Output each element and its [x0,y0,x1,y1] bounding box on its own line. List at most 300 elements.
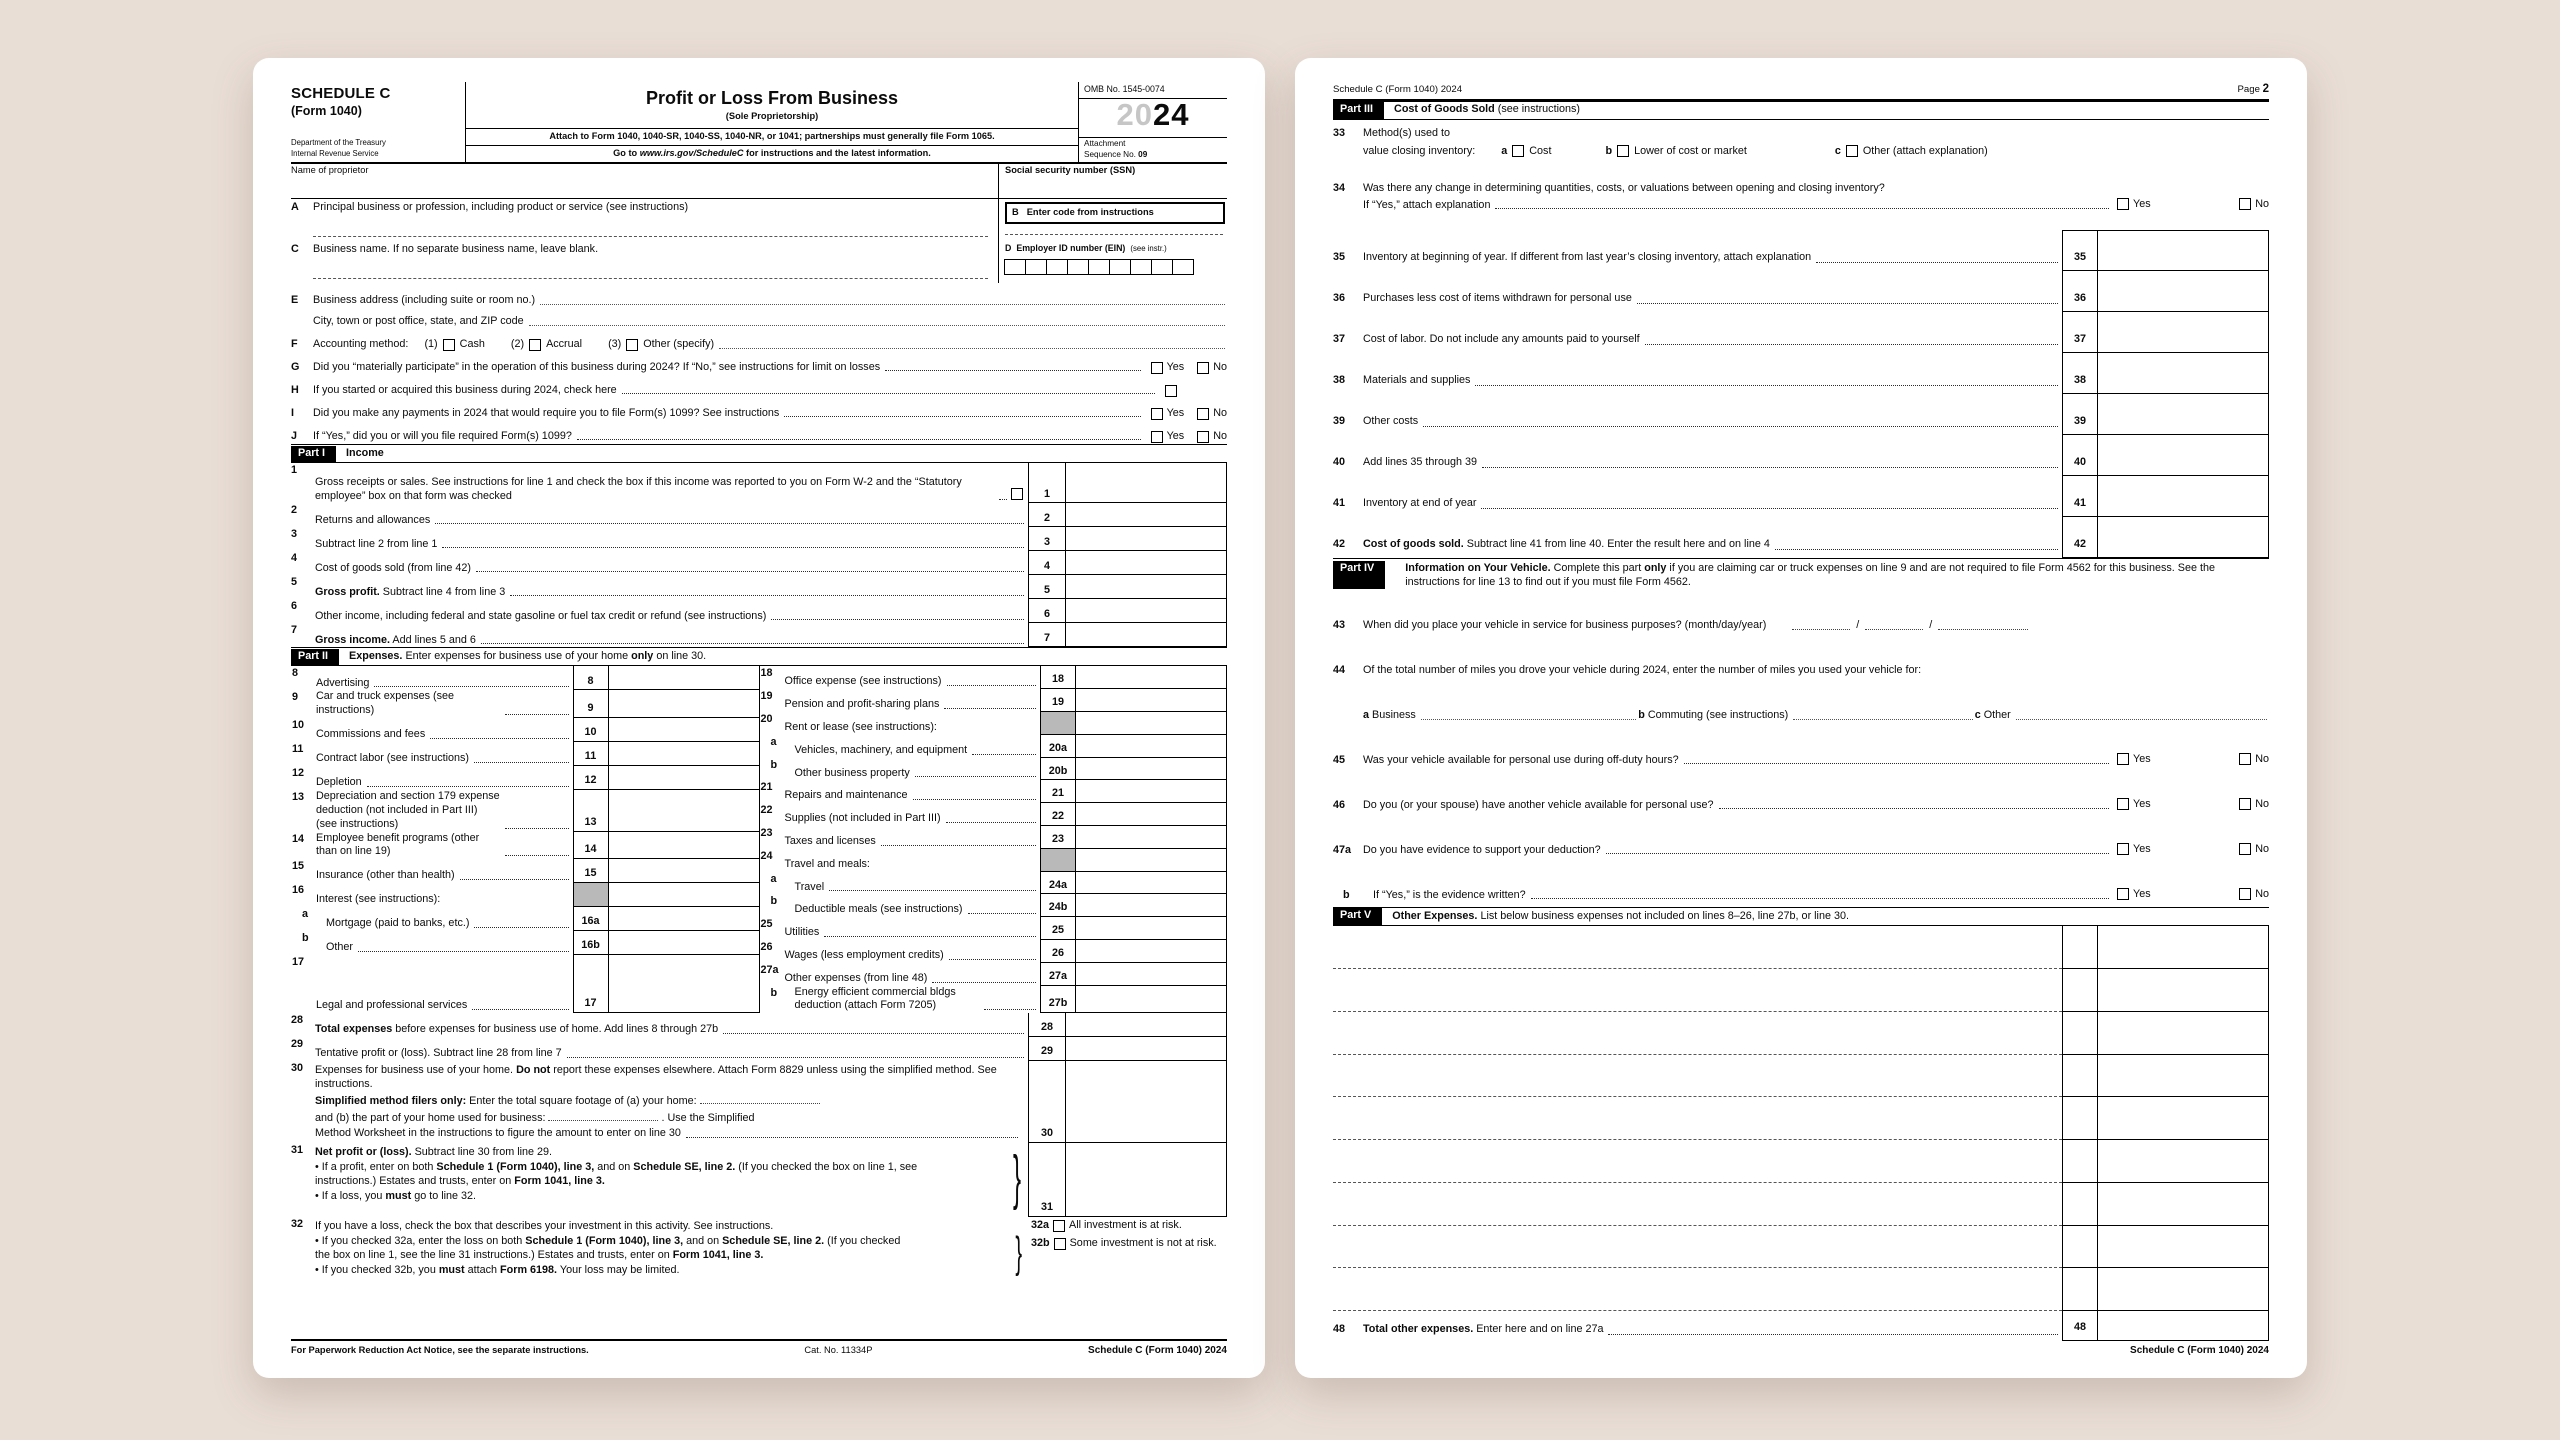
expense-amount-field-3[interactable] [2098,1012,2269,1055]
32b-label: Some investment is not at risk. [1069,1237,1217,1250]
line-29-label: Tentative profit or (loss). Subtract line 28 from line 7 [315,1047,562,1060]
line-24b-row: b Deductible meals (see instructions) 24b [760,894,1228,917]
line-h-text: If you started or acquired this business during 2024, check here [313,383,617,396]
47a-yes-checkbox[interactable] [2117,843,2129,855]
34-no-label: No [2255,197,2269,210]
line-46-row: 46 Do you (or your spouse) have another vehicle available for personal use? Yes No [1333,797,2269,811]
34-yes-label: Yes [2133,197,2151,210]
dot-leader [1719,808,2109,809]
dot-leader [949,959,1036,960]
other-expense-row-5 [1333,1097,2269,1140]
line-1-label: Gross receipts or sales. See instructions for line 1 and check the box if this income was reported to you on Form W-2 and the “Statutory employee” box on that form was checked [315,475,962,502]
line-7-amount-field[interactable] [1066,623,1227,647]
line-24a-label: Travel [794,880,825,893]
line-5-row: 5 Gross profit. Subtract line 4 from line 3 5 [291,575,1227,599]
dot-leader [885,370,1140,371]
j-yes-label: Yes [1166,429,1185,442]
accounting-method-label: Accounting method: [313,337,409,350]
33a-cost-checkbox[interactable] [1512,145,1524,157]
line-1-row [291,463,1227,503]
home-square-footage-field[interactable] [700,1093,820,1104]
line-number: 7 [291,624,298,637]
line-45-question: Was your vehicle available for personal use during off-duty hours? [1363,753,1679,766]
line-i-row [291,398,1227,421]
city-state-zip-field[interactable] [529,325,1225,326]
ein-digit-boxes[interactable] [1005,259,1227,275]
32b-not-at-risk-checkbox[interactable] [1054,1238,1066,1250]
dot-leader [505,855,569,856]
part-5-header: Part V Other Expenses. List below business expenses not included on lines 8–26, line 27b, or line 30. [1333,907,2269,926]
dot-leader [442,547,1024,548]
attachment-sequence: Attachment Sequence No. 09 [1079,137,1227,162]
expense-description-field-9[interactable] [1333,1268,2062,1311]
line-48-amount-field[interactable] [2098,1311,2269,1341]
line-16-label: Interest (see instructions): [316,893,441,906]
47a-no-checkbox[interactable] [2239,843,2251,855]
line-2-amount-field[interactable] [1066,503,1227,527]
line-f-row: F Accounting method: (1) Cash (2) Accrual (3) Other (specify) [291,329,1227,352]
line-26-row: 26 Wages (less employment credits) 26 [760,940,1228,963]
line-box: 19 [1040,689,1076,712]
ssn-field[interactable] [998,164,1227,198]
expenses-columns [291,666,1227,1013]
line-41-label: Inventory at end of year [1363,496,1477,509]
brace-glyph: } [1012,1145,1021,1213]
dot-leader [374,686,568,687]
f-cash-checkbox[interactable] [443,339,455,351]
line-22-row: 22 Supplies (not included in Part III) 22 [760,803,1228,826]
other-expense-row-7 [1333,1183,2269,1226]
line-5-amount-field[interactable] [1066,575,1227,599]
line-24a-row: a Travel 24a [760,872,1228,895]
line-24-label: Travel and meals: [784,857,870,870]
expense-description-field-8[interactable] [1333,1226,2062,1269]
line-23-row: 23 Taxes and licenses 23 [760,826,1228,849]
line-box: 8 [573,666,609,690]
line-letter: C [291,243,299,256]
line-17-label: Legal and professional services [316,999,468,1012]
line-24a-amount-field[interactable] [1076,872,1227,895]
line-47a-question: Do you have evidence to support your deduction? [1363,843,1601,856]
line-box: 16b [573,931,609,955]
line-33-label: Method(s) used to [1363,126,1451,139]
form-header [291,82,1227,164]
line-31-amount-field[interactable] [1066,1143,1227,1217]
line-16b-amount-field[interactable] [609,931,759,955]
line-14-amount-field[interactable] [609,832,759,860]
line-40-row: 40 Add lines 35 through 39 40 [1333,435,2269,476]
line-letter: E [291,293,299,306]
line-20-label: Rent or lease (see instructions): [784,721,937,734]
other-expense-row-1 [1333,926,2269,969]
line-box: 4 [1028,551,1066,575]
44b-commuting-miles-field[interactable] [1793,719,1972,720]
dot-leader [784,416,1140,417]
line-16a-amount-field[interactable] [609,907,759,931]
line-27a-label: Other expenses (from line 48) [784,971,928,984]
line-box: 26 [1040,940,1076,963]
line-b-code-box[interactable] [1005,202,1225,224]
part-2-title: Expenses. [349,650,403,663]
irs-url: www.irs.gov/ScheduleC [639,147,744,158]
dot-leader [984,1009,1037,1010]
line-39-row: 39 Other costs 39 [1333,394,2269,435]
line-letter: H [291,383,299,396]
line-number: 3 [291,528,298,541]
part-4-header [1333,558,2269,593]
line-box: 36 [2062,271,2098,312]
expense-amount-field-8[interactable] [2098,1226,2269,1269]
44c-other-miles-field[interactable] [2016,719,2267,720]
line-box: 10 [573,718,609,742]
line-22-amount-field[interactable] [1076,803,1227,826]
line-box: 20b [1040,758,1076,781]
part-2-label: Part II [291,649,339,666]
dot-leader [577,439,1141,440]
part-1-header [291,444,1227,463]
line-39-label: Other costs [1363,414,1419,427]
vehicle-service-year-field[interactable] [1938,619,2028,630]
h-check-here-checkbox[interactable] [1165,385,1177,397]
i-yes-label: Yes [1166,406,1185,419]
line-16b-row: b Other 16b [291,931,759,955]
page-number: 2 [2262,83,2269,95]
line-21-amount-field[interactable] [1076,780,1227,803]
33c-other-checkbox[interactable] [1846,145,1858,157]
dot-leader [474,927,568,928]
line-c-write-field[interactable] [313,259,988,279]
line-28-label: before expenses for business use of home. Add lines 8 through 27b [392,1023,719,1036]
dot-leader [1645,344,2058,345]
line-29-amount-field[interactable] [1066,1037,1227,1061]
34-no-checkbox[interactable] [2239,198,2251,210]
expense-description-field-6[interactable] [1333,1140,2062,1183]
34-yes-checkbox[interactable] [2117,198,2129,210]
47b-yes-checkbox[interactable] [2117,888,2129,900]
g-yes-label: Yes [1166,360,1185,373]
line-6-row [291,599,1227,623]
line-19-amount-field[interactable] [1076,689,1227,712]
dot-leader [567,1057,1024,1058]
line-letter: G [291,360,300,373]
line-box: 28 [1028,1013,1066,1037]
line-43-question: When did you place your vehicle in service for business purposes? (month/day/year) [1363,618,1767,631]
line-box: 37 [2062,312,2098,353]
line-11-row: 11 Contract labor (see instructions) 11 [291,742,759,766]
line-8-amount-field[interactable] [609,666,759,690]
line-32-text: If you have a loss, check the box that describes your investment in this activity. See instructions. [315,1219,774,1232]
dot-leader [430,738,568,739]
form-ref: Schedule C (Form 1040) 2024 [1333,84,1463,95]
line-31-text: Net profit or (loss). Subtract line 30 from line 29. [315,1145,553,1158]
vehicle-service-month-field[interactable] [1792,619,1850,630]
line-d-label: Employer ID number (EIN) [1016,243,1126,254]
32a-at-risk-checkbox[interactable] [1053,1220,1065,1232]
expense-amount-field-9[interactable] [2098,1268,2269,1311]
line-27a-row: 27a Other expenses (from line 48) 27a [760,963,1228,986]
line-10-amount-field[interactable] [609,718,759,742]
line-box: 21 [1040,780,1076,803]
line-box: 14 [573,832,609,860]
line-h-row [291,375,1227,398]
line-30-amount-field[interactable] [1066,1061,1227,1143]
department-line: Department of the Treasury [291,138,386,148]
line-31-row: 31 Net profit or (loss). Subtract line 30 from line 29. • If a profit, enter on both Schedule 1 (Form 1040), line 3, and on Schedule SE, line 2. (If you checked the box on line 1, see instructions.) Estates and trusts, enter on Form 1041, line 3. • If a loss, you must go to line 32. } 31 [291,1143,1227,1217]
dot-leader [829,890,1036,891]
dot-leader [474,762,568,763]
line-24b-amount-field[interactable] [1076,894,1227,917]
name-of-proprietor-field[interactable] [291,164,998,198]
line-20a-label: Vehicles, machinery, and equipment [794,743,968,756]
form-footer-title: Schedule C (Form 1040) 2024 [2130,1345,2269,1357]
business-address-field[interactable] [540,304,1225,305]
other-expense-row-9 [1333,1268,2269,1311]
line-16a-row: a Mortgage (paid to banks, etc.) 16a [291,907,759,931]
line-30-text: Expenses for business use of your home. Do not report these expenses elsewhere. Attach Form 8829 unless using the simplified method. See instructions. [315,1063,997,1090]
line-6-amount-field[interactable] [1066,599,1227,623]
part-3-label: Part III [1333,102,1384,119]
shaded-cell [1040,849,1076,872]
dot-leader [1606,853,2109,854]
33b-lower-cost-checkbox[interactable] [1617,145,1629,157]
line-37-amount-field[interactable] [2098,312,2269,353]
line-15-amount-field[interactable] [609,859,759,883]
line-16-amount-field [609,883,759,907]
f-other-specify-field[interactable] [719,348,1225,349]
line-12-amount-field[interactable] [609,766,759,790]
line-20b-amount-field[interactable] [1076,758,1227,781]
page-label: Page [2237,84,2263,95]
line-14-row: 14 Employee benefit programs (other than on line 19) 14 [291,832,759,860]
line-34-row: 34 Was there any change in determining quantities, costs, or valuations between opening and closing inventory? If “Yes,” attach explanation Yes No [1333,181,2269,211]
i-yes-checkbox[interactable] [1151,408,1163,420]
dot-leader [1531,898,2109,899]
line-1-amount-field[interactable] [1066,463,1227,503]
dot-leader [476,571,1024,572]
expense-description-field-3[interactable] [1333,1012,2062,1055]
dot-leader [481,643,1024,644]
line-23-label: Taxes and licenses [784,835,876,848]
omb-number: OMB No. 1545-0074 [1079,82,1227,99]
line-4-amount-field[interactable] [1066,551,1227,575]
line-11-amount-field[interactable] [609,742,759,766]
line-27a-amount-field[interactable] [1076,963,1227,986]
line-35-row: 35 Inventory at beginning of year. If different from last year’s closing inventory, attach explanation 35 [1333,230,2269,271]
line-box: 31 [1028,1143,1066,1217]
33a-label: Cost [1529,144,1552,157]
expense-amount-field-1[interactable] [2098,926,2269,969]
business-square-footage-field[interactable] [548,1110,658,1121]
line-5-label: Subtract line 4 from line 3 [379,585,506,598]
dot-leader [460,879,569,880]
line-box: 39 [2062,394,2098,435]
brace-glyph: } [1015,1230,1022,1279]
line-a-write-field[interactable] [313,217,988,237]
line-9-label: Car and truck expenses (see instructions) [316,690,455,717]
line-42-amount-field[interactable] [2098,517,2269,558]
line-21-row: 21 Repairs and maintenance 21 [760,780,1228,803]
line-32-row: 32 If you have a loss, check the box that describes your investment in this activity. See instructions. • If you checked 32a, enter the loss on both Schedule 1 (Form 1040), line 3, and on Schedule SE, line 2. (If you checked the box on line 1, see the line 31 instructions.) Estates and trusts, enter on Form 1041, line 3. • If you checked 32b, you must attach Form 6198. Your loss may be limited. } 32a All investment is at risk. 32b Some investment is not at risk. [291,1218,1217,1279]
i-no-checkbox[interactable] [1197,408,1209,420]
line-42-label: Subtract line 41 from line 40. Enter the result here and on line 4 [1463,537,1770,550]
dot-leader [723,1033,1024,1034]
expense-amount-field-7[interactable] [2098,1183,2269,1226]
line-letter: F [291,337,298,350]
line-24-row: 24 Travel and meals: [760,849,1228,872]
line-13-row: 13 Depreciation and section 179 expense deduction (not included in Part III) (see instructions) 13 [291,790,759,831]
line-box: 12 [573,766,609,790]
dot-leader [1495,208,2109,209]
line-43-row: 43 When did you place your vehicle in service for business purposes? (month/day/year) / / [1333,592,2269,637]
line-20b-row: b Other business property 20b [760,758,1228,781]
expense-description-field-4[interactable] [1333,1055,2062,1098]
line-12-row: 12 Depletion 12 [291,766,759,790]
expense-amount-field-6[interactable] [2098,1140,2269,1183]
j-no-checkbox[interactable] [1197,431,1209,443]
line-34-question: Was there any change in determining quantities, costs, or valuations between opening and closing inventory? [1363,181,1885,194]
expense-amount-field-2[interactable] [2098,969,2269,1012]
form-number: (Form 1040) [291,104,362,119]
dot-leader [358,951,568,952]
line-38-amount-field[interactable] [2098,353,2269,394]
f-accrual-checkbox[interactable] [529,339,541,351]
line-a-label: Principal business or profession, including product or service (see instructions) [313,201,689,214]
line-letter: D [1005,243,1012,254]
line-box: 16a [573,907,609,931]
j-yes-checkbox[interactable] [1151,431,1163,443]
line-36-row: 36 Purchases less cost of items withdrawn for personal use 36 [1333,271,2269,312]
line-box: 30 [1028,1061,1066,1143]
46-yes-checkbox[interactable] [2117,798,2129,810]
line-28-amount-field[interactable] [1066,1013,1227,1037]
line-3-amount-field[interactable] [1066,527,1227,551]
line-15-row: 15 Insurance (other than health) 15 [291,859,759,883]
line-18-amount-field[interactable] [1076,666,1227,689]
dot-leader [435,523,1024,524]
part-1-label: Part I [291,446,336,463]
line-42-row: 42 Cost of goods sold. Subtract line 41 from line 40. Enter the result here and on line 4 42 [1333,517,2269,558]
g-yes-checkbox[interactable] [1151,362,1163,374]
line-box: 40 [2062,435,2098,476]
line-box: 17 [573,955,609,1013]
line-36-amount-field[interactable] [2098,271,2269,312]
line-39-amount-field[interactable] [2098,394,2269,435]
line-31-bullet-profit: • If a profit, enter on both Schedule 1 (Form 1040), line 3, and on Schedule SE, line 2. (If you checked the box on line 1, see instructions.) Estates and trusts, enter on Form 1041, line 3. [315,1161,918,1187]
line-i-question: Did you make any payments in 2024 that would require you to file Form(s) 1099? See instructions [313,406,780,419]
line-letter: I [291,406,294,419]
line-box: 6 [1028,599,1066,623]
line-35-amount-field[interactable] [2098,230,2269,271]
46-no-checkbox[interactable] [2239,798,2251,810]
44a-business-miles-field[interactable] [1421,719,1636,720]
line-20b-label: Other business property [794,766,910,779]
line-45-row: 45 Was your vehicle available for personal use during off-duty hours? Yes No [1333,752,2269,766]
line-4-row [291,551,1227,575]
line-23-amount-field[interactable] [1076,826,1227,849]
line-44-sub-row: a Business b Commuting (see instructions) c Other [1333,682,2269,727]
line-17-amount-field[interactable] [609,955,759,1013]
47b-no-checkbox[interactable] [2239,888,2251,900]
line-box: 24b [1040,894,1076,917]
part-2-header: Part II Expenses. Enter expenses for business use of your home only on line 30. [291,647,1227,666]
line-26-amount-field[interactable] [1076,940,1227,963]
form-footer-title: Schedule C (Form 1040) 2024 [1088,1345,1227,1357]
line-box: 18 [1040,666,1076,689]
dot-leader [1637,303,2058,304]
line-20a-amount-field[interactable] [1076,735,1227,758]
other-expense-row-6 [1333,1140,2269,1183]
line-25-amount-field[interactable] [1076,917,1227,940]
line-26-label: Wages (less employment credits) [784,949,944,961]
line-25-label: Utilities [784,926,820,939]
dot-leader [1775,549,2058,550]
dot-leader [1608,1334,2058,1335]
part-3-title: Cost of Goods Sold [1394,103,1495,116]
line-box: 42 [2062,517,2098,558]
other-expense-row-2 [1333,969,2269,1012]
line-47b-question: If “Yes,” is the evidence written? [1373,888,1526,901]
line-box: 20a [1040,735,1076,758]
part-5-label: Part V [1333,908,1382,925]
line-37-label: Cost of labor. Do not include any amounts paid to yourself [1363,332,1640,345]
other-expense-row-4 [1333,1055,2269,1098]
line-2-row [291,503,1227,527]
expense-amount-field-4[interactable] [2098,1055,2269,1098]
dot-leader [946,822,1036,823]
line-number: 4 [291,552,298,565]
line-letter: B [1012,207,1019,218]
line-18-label: Office expense (see instructions) [784,675,942,688]
expense-amount-field-5[interactable] [2098,1097,2269,1140]
line-38-label: Materials and supplies [1363,373,1471,386]
shaded-cell [1040,712,1076,735]
expense-description-field-5[interactable] [1333,1097,2062,1140]
expense-description-field-2[interactable] [1333,969,2062,1012]
line-13-amount-field[interactable] [609,790,759,831]
dot-leader [944,708,1036,709]
line-41-amount-field[interactable] [2098,476,2269,517]
line-25-row: 25 Utilities 25 [760,917,1228,940]
line-16a-label: Mortgage (paid to banks, etc.) [326,917,470,930]
line-19-label: Pension and profit-sharing plans [784,698,940,711]
dot-leader [510,595,1024,596]
i-no-label: No [1213,406,1227,419]
line-9-amount-field[interactable] [609,690,759,718]
vehicle-service-day-field[interactable] [1865,619,1923,630]
line-27b-amount-field[interactable] [1076,986,1227,1014]
45-yes-checkbox[interactable] [2117,753,2129,765]
f-other-checkbox[interactable] [626,339,638,351]
expense-description-field-1[interactable] [1333,926,2062,969]
line-box: 7 [1028,623,1066,647]
45-no-checkbox[interactable] [2239,753,2251,765]
line-15-label: Insurance (other than health) [316,869,455,882]
city-state-zip-label: City, town or post office, state, and ZIP code [313,314,524,327]
line-box: 13 [573,790,609,831]
line-3-label: Subtract line 2 from line 1 [315,537,438,550]
statutory-employee-checkbox[interactable] [1011,488,1023,500]
catalog-number: Cat. No. 11334P [804,1345,873,1356]
dot-leader [1816,262,2058,263]
line-29-row: 29 Tentative profit or (loss). Subtract line 28 from line 7 29 [291,1037,1227,1061]
line-40-amount-field[interactable] [2098,435,2269,476]
expense-description-field-7[interactable] [1333,1183,2062,1226]
line-10-row: 10 Commissions and fees 10 [291,718,759,742]
other-expense-row-8 [1333,1226,2269,1269]
g-no-checkbox[interactable] [1197,362,1209,374]
44c-label: Other [1983,708,2011,721]
line-b-write-field[interactable] [1005,228,1223,235]
